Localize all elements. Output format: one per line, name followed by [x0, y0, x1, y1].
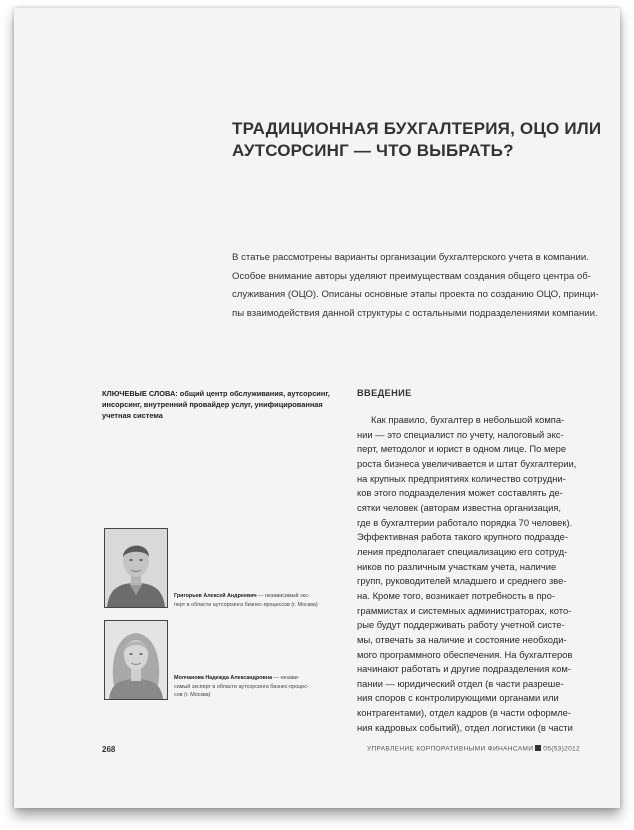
issue-number: 05(53)2012: [543, 745, 580, 753]
body-line: перт, методолог и юрист в одном лице. По мере: [357, 443, 567, 455]
man-portrait-icon: [105, 529, 167, 607]
abstract-line: пы взаимодействия данной структуры с остальными подразделениями компании.: [232, 308, 598, 320]
body-line: мого программного обеспечения. На бухгалтеров: [357, 648, 573, 660]
page-number: 268: [102, 745, 116, 754]
author-bio: [174, 592, 344, 609]
title-line: ТРАДИЦИОННАЯ БУХГАЛТЕРИЯ, ОЦО ИЛИ: [232, 119, 602, 138]
author-bio-line: симый эксперт в области аутсорсинга бизнес-процес-: [174, 683, 309, 690]
title-line: АУТСОРСИНГ — ЧТО ВЫБРАТЬ?: [232, 141, 514, 160]
keywords-block: [102, 388, 342, 421]
body-line: нии — это специалист по учету, налоговый экс-: [357, 428, 564, 440]
body-line: начинают работать и другие подразделения ком-: [357, 663, 571, 675]
body-column: [357, 413, 597, 735]
body-line: ления предполагает специализацию его сотруд-: [357, 545, 568, 557]
body-line: ков этого подразделения может составлять де-: [357, 487, 563, 499]
body-line: контрагентами), отдел кадров (в части оформле-: [357, 707, 572, 719]
article-abstract: [232, 249, 612, 324]
body-line: рые будут поддерживать работу учетной систе-: [357, 619, 565, 631]
author-bio: [174, 674, 344, 700]
body-line: ния споров с контролирующими органами или: [357, 692, 559, 704]
body-line: ния кадровых событий), отдел логистики (в части: [357, 721, 573, 733]
body-line: ников по различным участкам учета, наличие: [357, 560, 557, 572]
body-line: групп, руководителей младшего и среднего зве-: [357, 575, 567, 587]
journal-name: УПРАВЛЕНИЕ КОРПОРАТИВНЫМИ ФИНАНСАМИ: [366, 745, 534, 753]
abstract-line: Особое внимание авторы уделяют преимуществам создания общего центра об-: [232, 270, 591, 282]
body-line: мы, отвечать за наличие и состояние необходи-: [357, 633, 567, 645]
journal-footer: [367, 745, 580, 753]
square-bullet-icon: [535, 745, 541, 751]
body-line: где в бухгалтерии работало порядка 70 человек).: [357, 516, 573, 528]
body-line: Как правило, бухгалтер в небольшой компа-: [371, 414, 565, 425]
body-line: пании — юридический отдел (в части разреше-: [357, 677, 564, 689]
body-line: на крупных предприятиях количество сотрудни-: [357, 472, 566, 484]
body-line: граммистах и системных администраторах, кото-: [357, 604, 572, 616]
body-line: на. Кроме того, возникает потребность в про-: [357, 589, 555, 601]
keywords-line: учетная система: [102, 411, 163, 420]
woman-portrait-icon: [105, 621, 167, 699]
journal-page: [14, 8, 620, 808]
author-bio-line: — незави-: [272, 675, 300, 681]
body-line: сятки человек (авторам известна организация,: [357, 501, 562, 513]
keywords-line: КЛЮЧЕВЫЕ СЛОВА: общий центр обслуживания, аутсорсинг,: [102, 389, 330, 398]
abstract-line: В статье рассмотрены варианты организации бухгалтерского учета в компании.: [232, 252, 589, 263]
keywords-line: инсорсинг, внутренний провайдер услуг, унифицированная: [102, 400, 323, 409]
body-line: роста бизнеса увеличивается и штат бухгалтерии,: [357, 457, 577, 469]
abstract-line: служивания (ОЦО). Описаны основные этапы проекта по созданию ОЦО, принци-: [232, 289, 599, 301]
author-name: Григорьев Алексей Андреевич: [174, 593, 257, 599]
body-line: Эффективная работа такого крупного подразде-: [357, 531, 569, 543]
article-title: [232, 118, 602, 162]
section-heading: ВВЕДЕНИЕ: [357, 388, 412, 398]
author-name: Молчанова Надежда Александровна: [174, 675, 273, 681]
author-photo: [104, 528, 168, 608]
author-bio-line: — независимый экс-: [256, 593, 310, 599]
author-bio-line: сов (г. Москва): [174, 692, 211, 698]
author-photo: [104, 620, 168, 700]
author-bio-line: перт в области аутсорсинга бизнес-процессов (г. Москва): [174, 601, 318, 608]
